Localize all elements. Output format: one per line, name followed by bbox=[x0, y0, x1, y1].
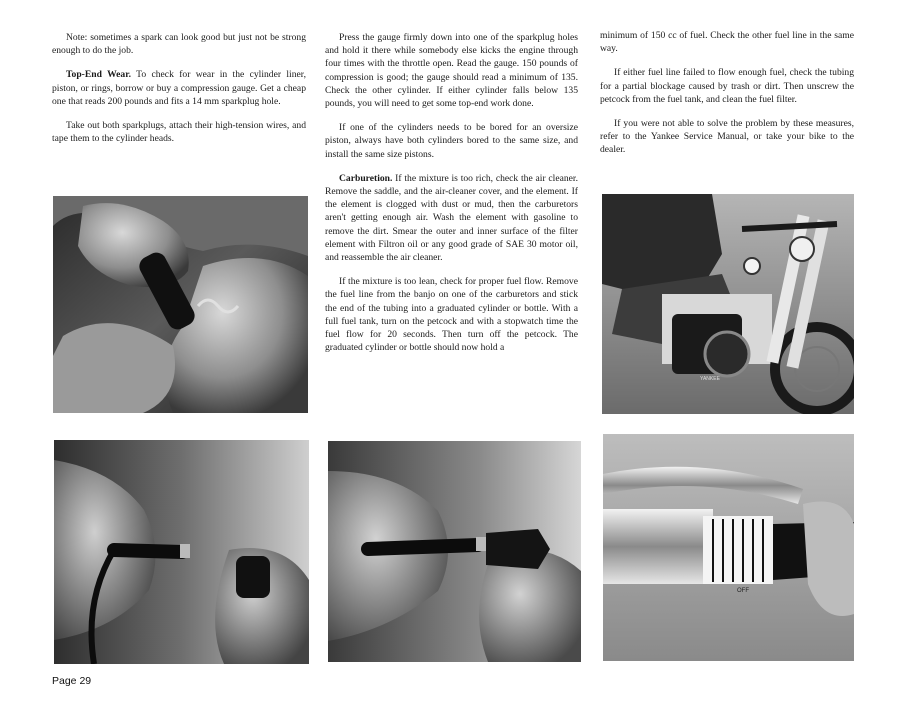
text-column-2 bbox=[325, 31, 578, 365]
paragraph-sparkplugs: Take out both sparkplugs, attach their high-tension wires, and tape them to the cylinder heads. bbox=[52, 120, 306, 145]
paragraph-fuel-line: If either fuel line failed to flow enough fuel, check the tubing for a partial blockage caused by trash or dirt. Then unscrew the petcock from the fuel tank, and clean the fuel filter. bbox=[600, 67, 854, 105]
heading-carburetion: Carburetion. bbox=[339, 172, 393, 184]
text-column-1 bbox=[52, 31, 306, 156]
petcock-off-label: OFF bbox=[737, 588, 749, 594]
bike-logo-text: YANKEE bbox=[700, 376, 720, 382]
paragraph-top-end-wear-body: To check for wear in the cylinder liner, piston, or rings, borrow or buy a compression gauge. Get a cheap one that reads 200 pounds and fits a 14 mm sparkplug hole. bbox=[52, 69, 306, 107]
paragraph-spark-note: Note: sometimes a spark can look good but just not be strong enough to do the job. bbox=[52, 32, 306, 57]
photo-motorcycle-gauge bbox=[602, 194, 854, 414]
paragraph-bore: If one of the cylinders needs to be bored for an oversize piston, always have both cylinders bored to the same size, and install the same size pistons. bbox=[325, 122, 578, 160]
paragraph-top-end-wear bbox=[52, 68, 306, 108]
heading-top-end-wear: Top-End Wear. bbox=[66, 69, 131, 81]
paragraph-mixture-lean: If the mixture is too lean, check for proper fuel flow. Remove the fuel line from the banjo on one of the carburetors and stick the end of the tubing into a graduated cylinder or bottle. With a full fuel tank, turn on the petcock and with a stopwatch time the fuel flow for 20 seconds. Then turn off the petcock. The graduated cylinder or bottle should now hold a bbox=[325, 276, 578, 354]
photo-handlebar-petcock bbox=[603, 434, 854, 661]
page-number: Page 29 bbox=[52, 675, 92, 687]
text-column-3 bbox=[600, 29, 854, 168]
photo-sparkplug-cap bbox=[53, 196, 308, 413]
paragraph-carburetion-body: If the mixture is too rich, check the air cleaner. Remove the saddle, and the air-cleaner cover, and the element. If the element is clogged with dust or mud, then the carburetors aren't getting enough air. Wash the element with gasoline to remove the dirt. Smear the outer and inner surface of the filter element with Filtron oil or any good grade of SAE 30 motor oil, and reassemble the air cleaner. bbox=[325, 172, 578, 264]
paragraph-min-fuel: minimum of 150 cc of fuel. Check the other fuel line in the same way. bbox=[600, 30, 854, 55]
paragraph-gauge: Press the gauge firmly down into one of the sparkplug holes and hold it there while somebody else kicks the engine through four times with the throttle open. Read the gauge. 150 pounds of compression is good; the gauge should read a minimum of 135. Check the other cylinder. If either cylinder falls below 135 pounds, you will need to get some top-end work done. bbox=[325, 32, 578, 110]
paragraph-carburetion bbox=[325, 172, 578, 264]
photo-wire-and-cap bbox=[54, 440, 309, 664]
photo-wire-into-cap bbox=[328, 441, 581, 662]
paragraph-manual: If you were not able to solve the problem by these measures, refer to the Yankee Service Manual, or take your bike to the dealer. bbox=[600, 118, 854, 156]
